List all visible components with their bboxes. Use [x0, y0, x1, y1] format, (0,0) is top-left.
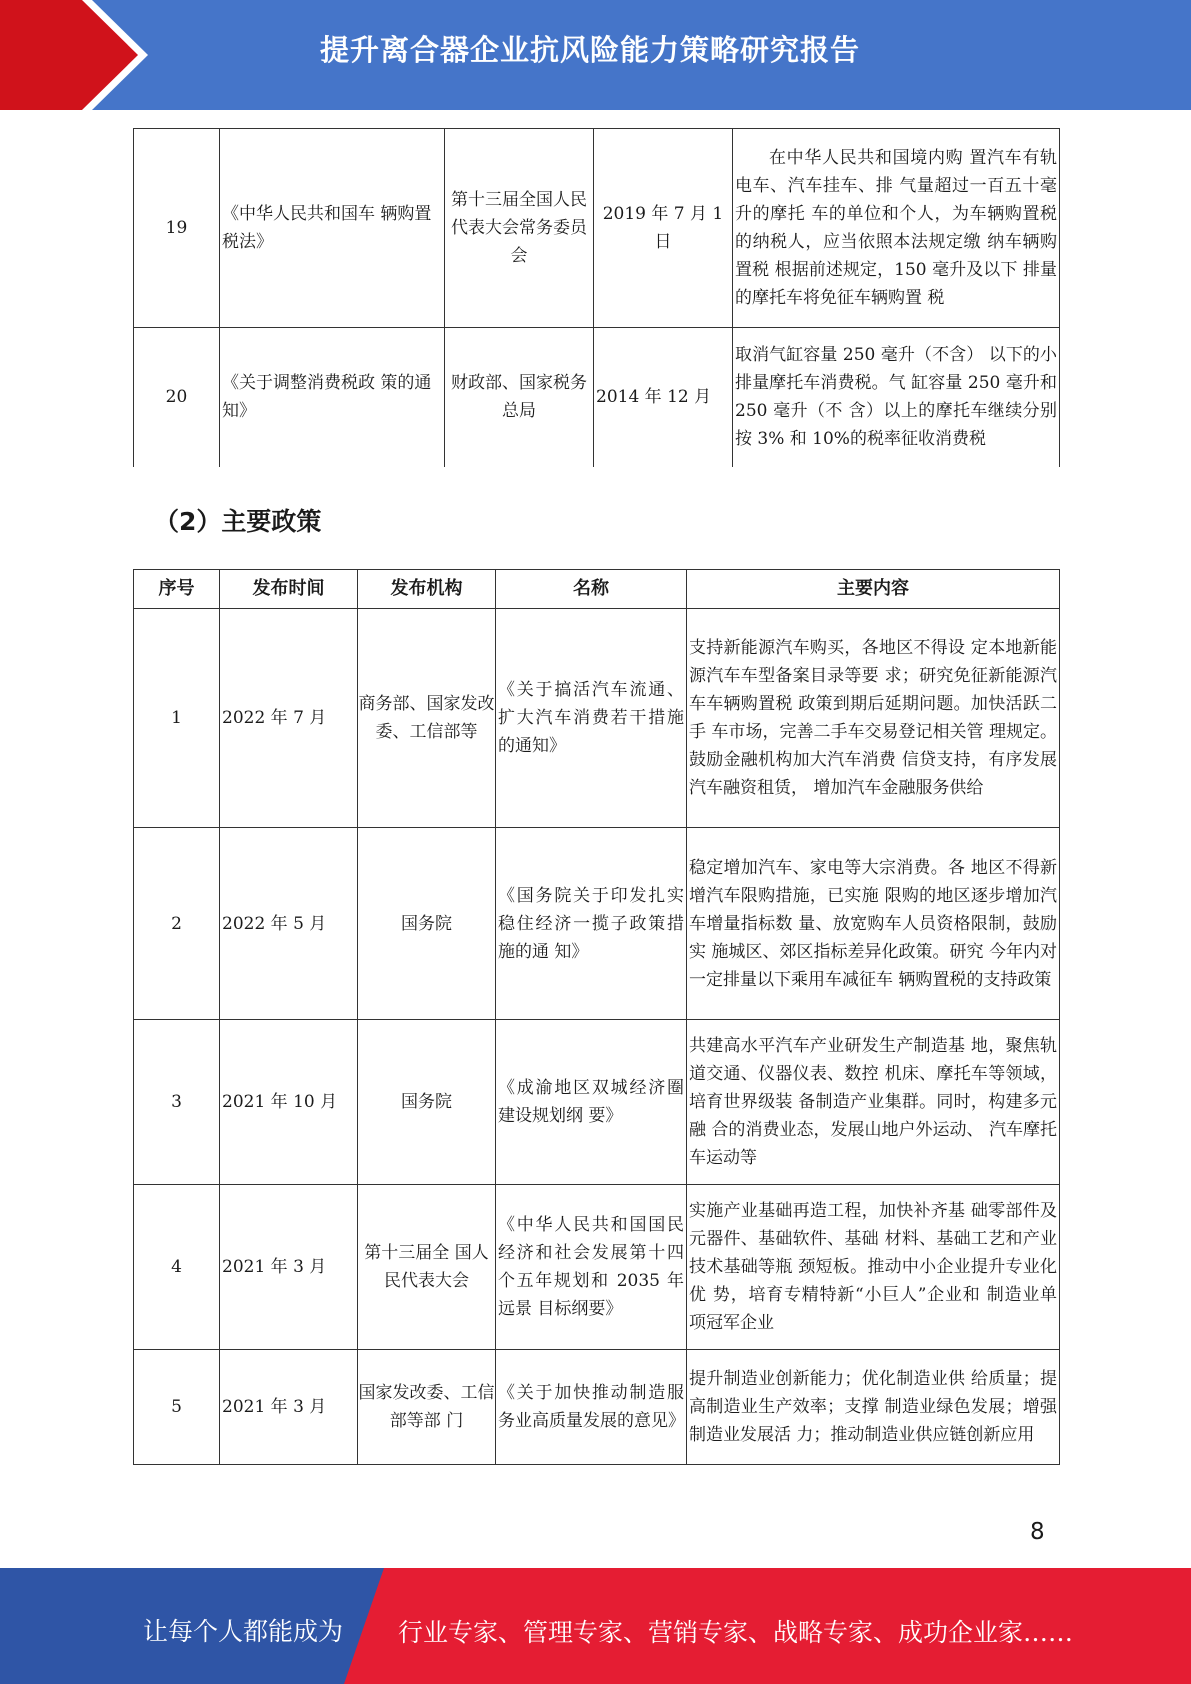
- policy-content: 共建高水平汽车产业研发生产制造基 地，聚焦轨道交通、仪器仪表、数控 机床、摩托车等领域，培育世界级装 备制造产业集群。同时，构建多元融 合的消费业态，发展山地户外运动、 汽车摩托车运动等: [687, 1020, 1060, 1185]
- policy-content: 实施产业基础再造工程，加快补齐基 础零部件及元器件、基础软件、基础 材料、基础工艺和产业技术基础等瓶 颈短板。推动中小企业提升专业化优 势，培育专精特新“小巨人”企业和 制造业单项冠军企业: [687, 1185, 1060, 1350]
- row-number: 1: [134, 609, 220, 828]
- table-row: [134, 129, 1060, 328]
- table-header-row: [134, 570, 1060, 609]
- policy-name: 《中华人民共和国国民经济和社会发展第十四个五年规划和 2035 年远景 目标纲要》: [496, 1185, 687, 1350]
- policy-content: 提升制造业创新能力；优化制造业供 给质量；提高制造业生产效率；支撑 制造业绿色发展；增强制造业发展活 力；推动制造业供应链创新应用: [687, 1350, 1060, 1465]
- column-header-date: 发布时间: [220, 570, 358, 609]
- page-number: 8: [1030, 1519, 1045, 1545]
- issuer: 第十三届全国人民代表大会常务委员会: [445, 129, 594, 328]
- publish-date: 2021 年 3 月: [220, 1185, 358, 1350]
- policy-content: 支持新能源汽车购买，各地区不得设 定本地新能源汽车车型备案目录等要 求；研究免征新能源汽车车辆购置税 政策到期后延期问题。加快活跃二手 车市场，完善二手车交易登记相关管 理规定。鼓励金融机构加大汽车消费 信贷支持，有序发展汽车融资租赁， 增加汽车金融服务供给: [687, 609, 1060, 828]
- policy-name: 《国务院关于印发扎实稳住经济一揽子政策措施的通 知》: [496, 828, 687, 1020]
- column-header-no: 序号: [134, 570, 220, 609]
- column-header-content: 主要内容: [687, 570, 1060, 609]
- table-row: [134, 328, 1060, 467]
- policy-name: 《关于搞活汽车流通、扩大汽车消费若干措施的通知》: [496, 609, 687, 828]
- policy-name: 《成渝地区双城经济圈建设规划纲 要》: [496, 1020, 687, 1185]
- row-number: 4: [134, 1185, 220, 1350]
- publish-date: 2021 年 3 月: [220, 1350, 358, 1465]
- law-name: 《中华人民共和国车 辆购置税法》: [220, 129, 445, 328]
- footer-slogan-right: 行业专家、管理专家、营销专家、战略专家、成功企业家……: [398, 1618, 1074, 1647]
- issuer: 国务院: [358, 1020, 496, 1185]
- publish-date: 2021 年 10 月: [220, 1020, 358, 1185]
- section-heading: （2）主要政策: [154, 507, 322, 536]
- row-number: 19: [134, 129, 220, 328]
- issuer: 国务院: [358, 828, 496, 1020]
- header-arrow-decoration: [0, 0, 160, 110]
- footer-banner: [0, 1568, 1191, 1684]
- issuer: 财政部、国家税务总局: [445, 328, 594, 467]
- publish-date: 2022 年 7 月: [220, 609, 358, 828]
- row-number: 20: [134, 328, 220, 467]
- row-number: 3: [134, 1020, 220, 1185]
- table-row: [134, 1350, 1060, 1465]
- row-number: 5: [134, 1350, 220, 1465]
- column-header-issuer: 发布机构: [358, 570, 496, 609]
- policy-name: 《关于加快推动制造服务业高质量发展的意见》: [496, 1350, 687, 1465]
- table-row: [134, 1020, 1060, 1185]
- policy-table: [133, 569, 1060, 1465]
- policy-content: 稳定增加汽车、家电等大宗消费。各 地区不得新增汽车限购措施，已实施 限购的地区逐步增加汽车增量指标数 量、放宽购车人员资格限制，鼓励实 施城区、郊区指标差异化政策。研究 今年内对一定排量以下乘用车减征车 辆购置税的支持政策: [687, 828, 1060, 1020]
- report-title: 提升离合器企业抗风险能力策略研究报告: [320, 33, 861, 67]
- issuer: 国家发改委、工信部等部 门: [358, 1350, 496, 1465]
- publish-date: 2019 年 7 月 1 日: [594, 129, 733, 328]
- row-number: 2: [134, 828, 220, 1020]
- column-header-name: 名称: [496, 570, 687, 609]
- law-content: 在中华人民共和国境内购 置汽车有轨电车、汽车挂车、排 气量超过一百五十毫升的摩托 车的单位和个人，为车辆购置税 的纳税人，应当依照本法规定缴 纳车辆购置税 根据前述规定，150 毫升及以下 排量的摩托车将免征车辆购置 税: [733, 129, 1060, 328]
- table-row: [134, 1185, 1060, 1350]
- issuer: 第十三届全 国人民代表大会: [358, 1185, 496, 1350]
- law-content: 取消气缸容量 250 毫升（不含） 以下的小排量摩托车消费税。气 缸容量 250 毫升和 250 毫升（不 含）以上的摩托车继续分别按 3% 和 10%的税率征收消费税: [733, 328, 1060, 467]
- publish-date: 2022 年 5 月: [220, 828, 358, 1020]
- issuer: 商务部、国家发改委、工信部等: [358, 609, 496, 828]
- law-name: 《关于调整消费税政 策的通知》: [220, 328, 445, 467]
- table-row: [134, 828, 1060, 1020]
- footer-slogan-left: 让每个人都能成为: [143, 1617, 344, 1646]
- header-banner: [0, 0, 1191, 110]
- table-row: [134, 609, 1060, 828]
- continued-law-table: [133, 128, 1060, 467]
- publish-date: 2014 年 12 月: [594, 328, 733, 467]
